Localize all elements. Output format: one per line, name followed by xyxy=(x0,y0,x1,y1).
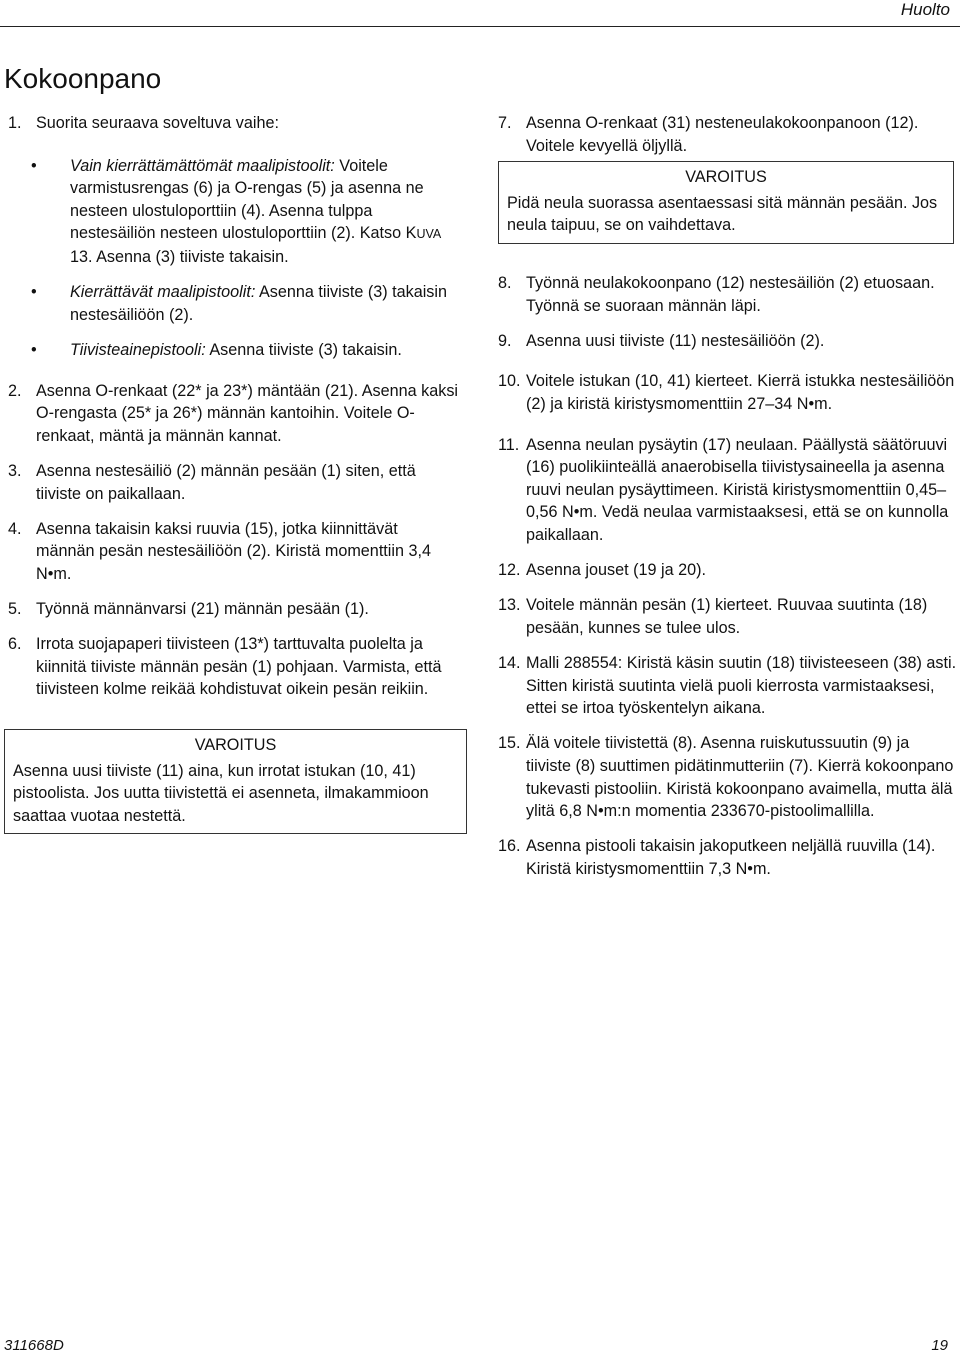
step-number: 3. xyxy=(8,461,22,480)
step-text: Irrota suojapaperi tiivisteen (13*) tarttuvalta puolelta ja kiinnitä tiiviste männän pesän (1) pohjaan. Varmista, että tiivisteen kolme reikää kohdistuvat oikein pesän reikiin. xyxy=(36,635,442,699)
step-2 xyxy=(8,380,460,448)
sub-step-lead: Vain kierrättämättömät maalipistoolit: xyxy=(70,156,335,175)
step-3 xyxy=(8,460,460,505)
bullet-icon: • xyxy=(31,283,37,302)
sub-step-sealant xyxy=(8,339,460,362)
step-number: 10. xyxy=(498,372,521,391)
left-column xyxy=(8,112,460,834)
step-number: 1. xyxy=(8,114,22,132)
sub-step-lead: Tiivisteainepistooli: xyxy=(70,340,206,359)
warning-title: VAROITUS xyxy=(685,168,767,187)
warning-box-needle xyxy=(498,161,954,244)
sub-step-recycling xyxy=(8,281,460,326)
bullet-icon: • xyxy=(31,340,37,359)
step-number: 13. xyxy=(498,596,521,615)
step-8 xyxy=(498,272,958,317)
step-6 xyxy=(8,633,460,701)
step-4 xyxy=(8,518,460,586)
step-number: 6. xyxy=(8,635,22,654)
step-13 xyxy=(498,594,958,639)
page-number: 19 xyxy=(931,1337,948,1354)
step-5 xyxy=(8,598,460,621)
step-number: 12. xyxy=(498,561,521,580)
step-16 xyxy=(498,835,958,880)
sub-step-text: Asenna tiiviste (3) takaisin. xyxy=(205,340,402,359)
step-9 xyxy=(498,330,958,353)
step-text: Voitele istukan (10, 41) kierteet. Kierrä istukka nestesäiliöön (2) ja kiristä kiristysmomenttiin 27–34 N•m. xyxy=(526,372,955,413)
sub-step-text: Asenna tiiviste (3) takaisin nestesäiliöön (2). xyxy=(70,283,447,324)
step-text: Asenna jouset (19 ja 20). xyxy=(526,561,706,580)
step-text: Älä voitele tiivistettä (8). Asenna ruiskutussuutin (9) ja tiiviste (8) suuttimen pidätinmutteriin (7). Kierrä kokoonpano tukevasti pistooliin. Kiristä kokoonpano avaimella, mutta älä ylitä 6,8 N•m:n momentia 233670-pistoolimallilla. xyxy=(526,734,954,821)
step-12 xyxy=(498,559,958,582)
warning-title: VAROITUS xyxy=(194,736,277,755)
step-text: Työnnä neulakokoonpano (12) nestesäiliön (2) etuosaan. Työnnä se suoraan männän läpi. xyxy=(526,273,935,315)
sub-step-lead: Kierrättävät maalipistoolit: xyxy=(70,283,256,302)
step-number: 7. xyxy=(498,114,512,132)
step-text: Asenna takaisin kaksi ruuvia (15), jotka kiinnittävät männän pesän nestesäiliöön (2). Kiristä momenttiin 3,4 N•m. xyxy=(36,519,432,583)
warning-text: Asenna uusi tiiviste (11) aina, kun irrotat istukan (10, 41) pistoolista. Jos uutta tiivistettä ei asenneta, ilmakammioon saattaa vuotaa nestettä. xyxy=(13,761,429,825)
step-number: 16. xyxy=(498,837,521,856)
sub-step-non-recycling xyxy=(8,155,460,269)
step-number: 8. xyxy=(498,273,512,292)
step-text: Asenna pistooli takaisin jakoputkeen neljällä ruuvilla (14). Kiristä kiristysmomenttiin 7,3 N•m. xyxy=(526,837,936,878)
step-10 xyxy=(498,370,958,415)
step-number: 4. xyxy=(8,519,22,538)
right-column xyxy=(498,112,958,893)
step-text: Asenna nestesäiliö (2) männän pesään (1) siten, että tiiviste on paikallaan. xyxy=(36,461,416,503)
step-text: Asenna O-renkaat (22* ja 23*) mäntään (21). Asenna kaksi O-rengasta (25* ja 26*) männän kantoihin. Voitele O-renkaat, mäntä ja männän kannat. xyxy=(36,381,459,445)
sub-step-text: Voitele varmistusrengas (6) ja O-rengas (5) ja asenna ne nesteen ulostuloporttiin (4). Asenna tulppa nestesäiliön nesteen ulostuloporttiin (2). Katso xyxy=(70,156,424,243)
step-15 xyxy=(498,732,958,822)
step-text: Asenna neulan pysäytin (17) neulaan. Päällystä säätöruuvi (16) puolikiinteällä anaerobisella tiivistysaineella ja asenna ruuvi neulan pysäyttimeen. Kiristä kiristysmomenttiin 0,45–0,56 N•m. Vedä neulaa varmistaaksesi, että se on kunnolla paikallaan. xyxy=(526,435,949,544)
figure-ref-rest: UVA xyxy=(416,227,442,242)
step-7 xyxy=(498,112,958,157)
step-1 xyxy=(8,112,460,135)
step-number: 9. xyxy=(498,331,512,350)
bullet-icon: • xyxy=(31,156,37,175)
step-number: 2. xyxy=(8,381,22,400)
step-text: Suorita seuraava soveltuva vaihe: xyxy=(36,114,279,132)
step-11 xyxy=(498,434,958,547)
header-rule xyxy=(0,26,960,27)
step-number: 5. xyxy=(8,600,22,619)
step-text: Asenna uusi tiiviste (11) nestesäiliöön (2). xyxy=(526,331,825,350)
page-title: Kokoonpano xyxy=(4,63,162,94)
step-number: 14. xyxy=(498,654,521,673)
section-header: Huolto xyxy=(900,0,950,19)
sub-step-list xyxy=(8,155,460,362)
sub-step-tail: 13. Asenna (3) tiiviste takaisin. xyxy=(70,247,289,266)
warning-text: Pidä neula suorassa asentaessasi sitä männän pesään. Jos neula taipuu, se on vaihdettava. xyxy=(507,193,938,235)
step-14 xyxy=(498,652,958,720)
step-text: Asenna O-renkaat (31) nesteneulakokoonpanoon (12). Voitele kevyellä öljyllä. xyxy=(526,114,919,155)
step-text: Voitele männän pesän (1) kierteet. Ruuvaa suutinta (18) pesään, kunnes se tulee ulos. xyxy=(526,596,928,637)
step-number: 15. xyxy=(498,734,521,753)
step-text: Työnnä männänvarsi (21) männän pesään (1). xyxy=(36,600,369,619)
step-number: 11. xyxy=(498,435,520,454)
figure-ref-k: K xyxy=(405,224,417,243)
step-text: Malli 288554: Kiristä käsin suutin (18) tiivisteeseen (38) asti. Sitten kiristä suutinta vielä puoli kierrosta varmistaaksesi, ettei se irtoa työskentelyn aikana. xyxy=(526,654,957,718)
warning-box-seal xyxy=(4,729,467,834)
document-number: 311668D xyxy=(4,1337,64,1354)
